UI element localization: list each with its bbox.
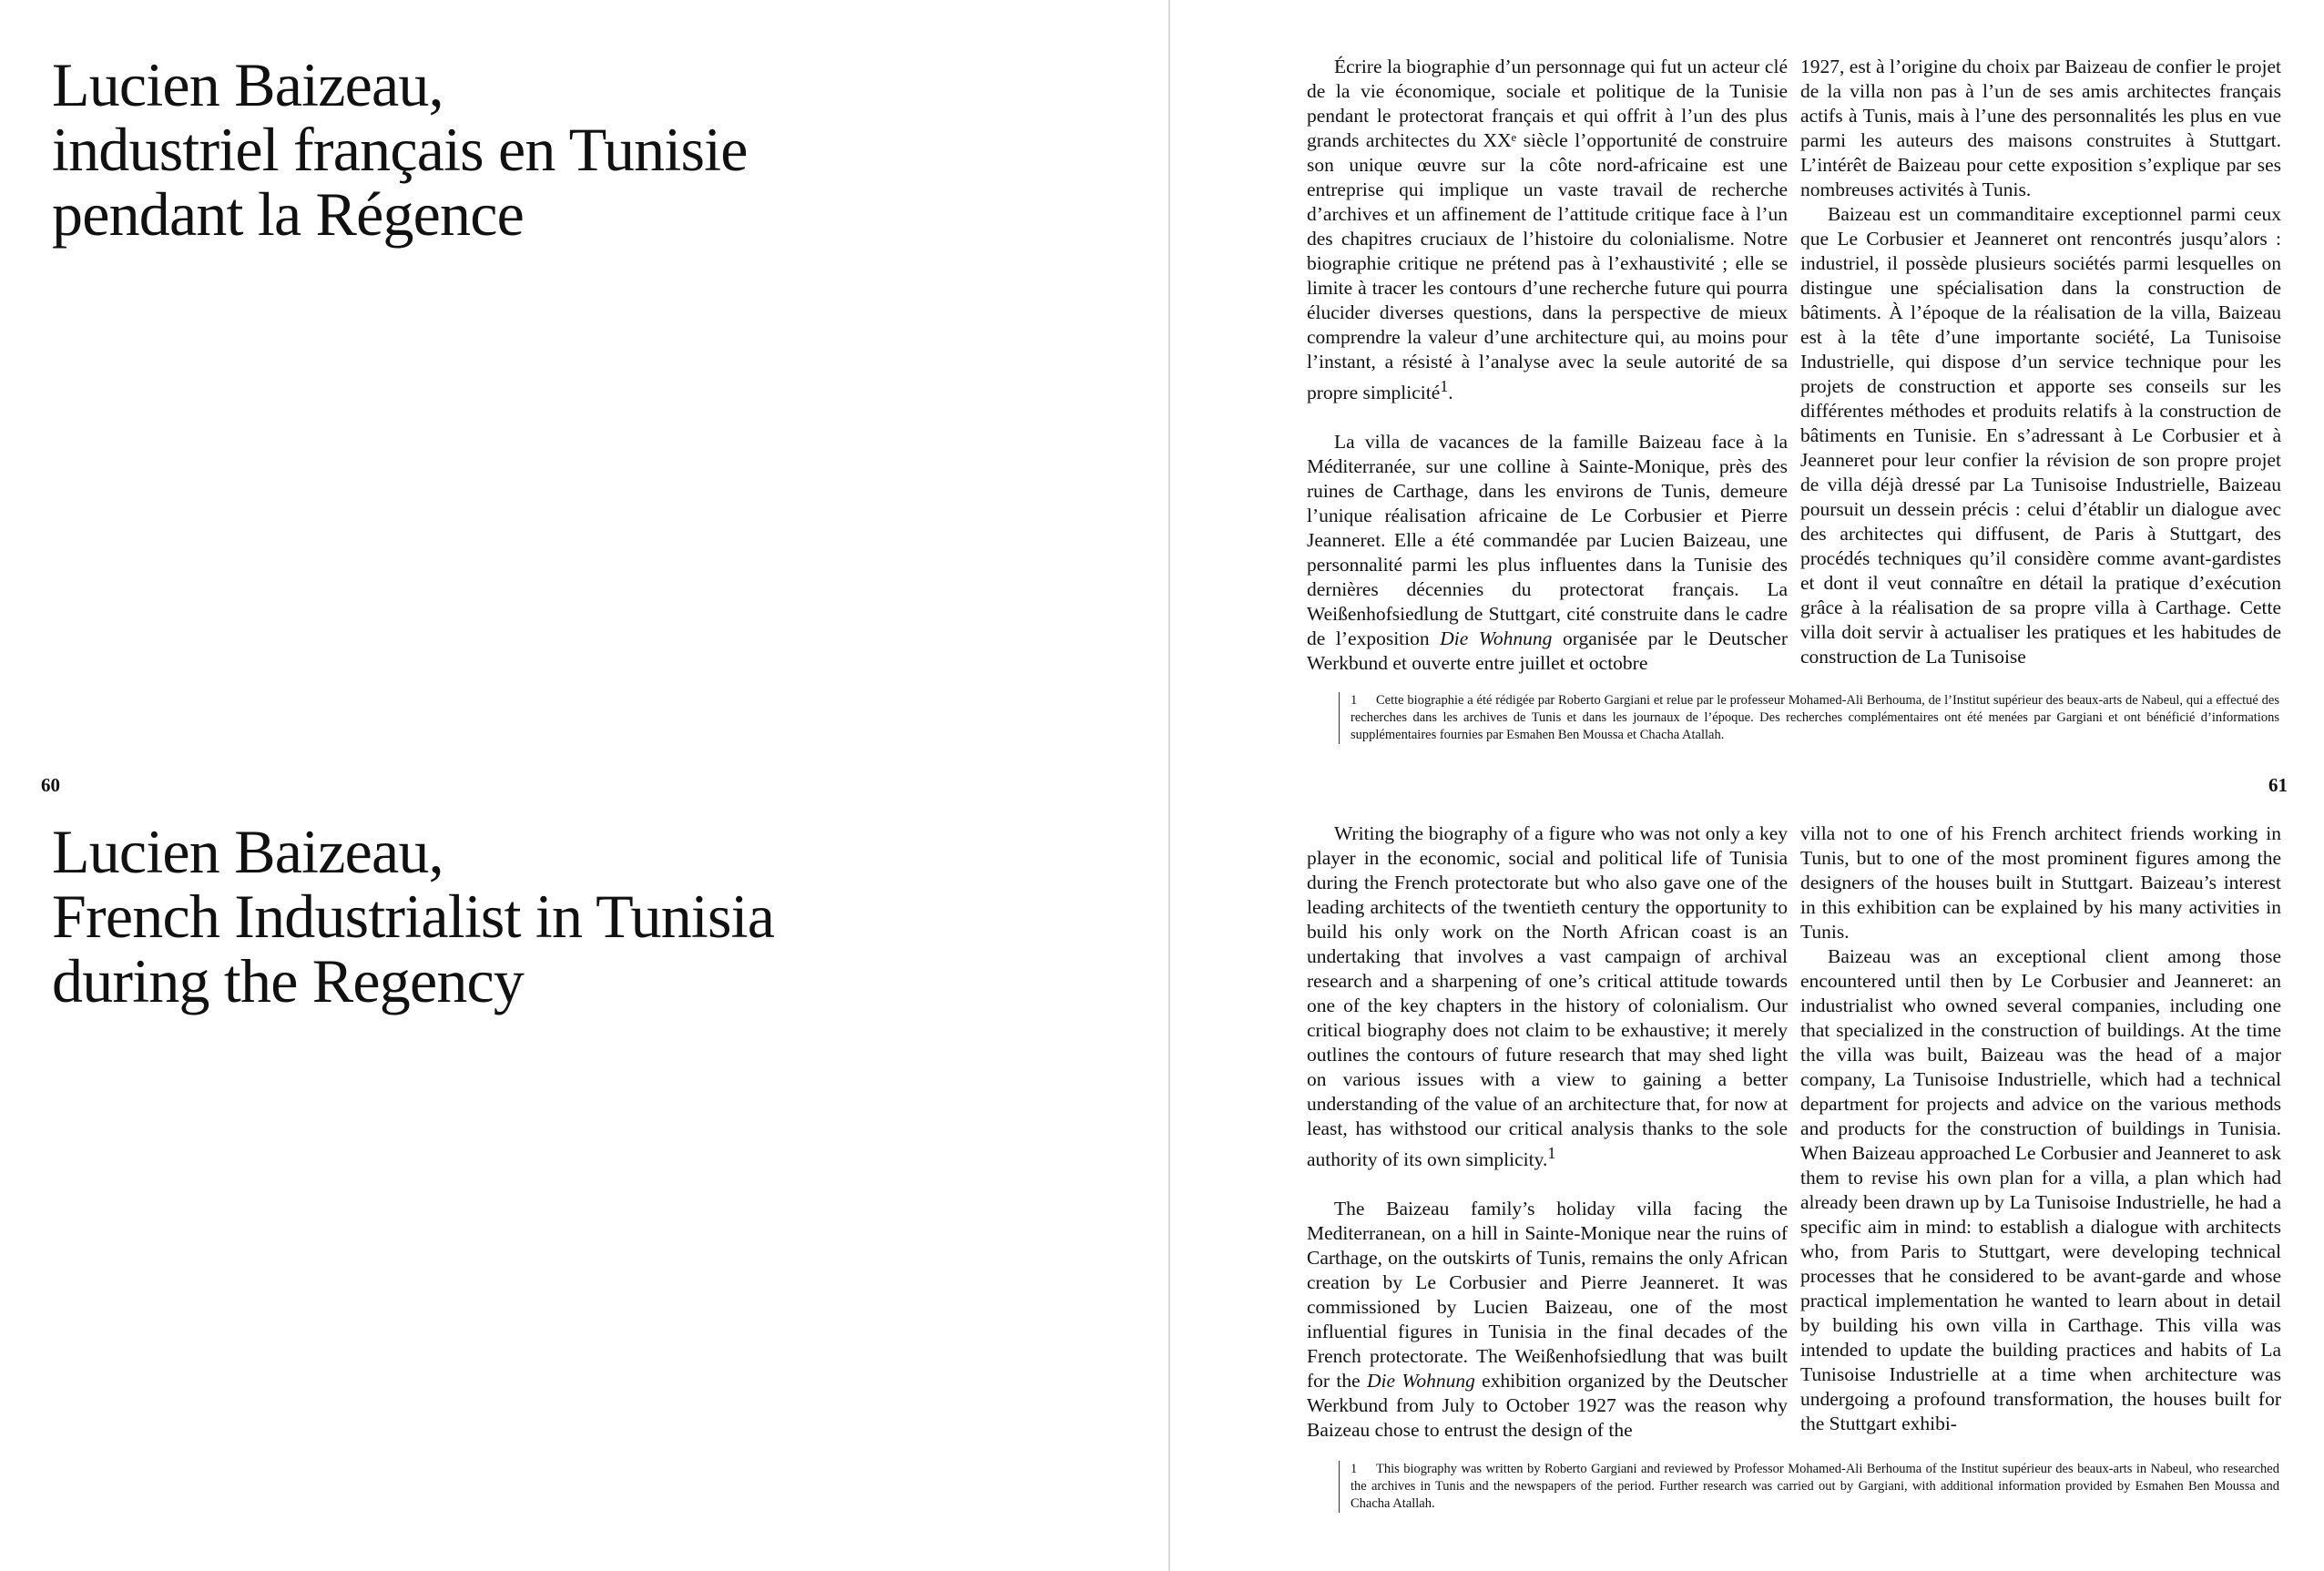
english-paragraph-3: villa not to one of his French architect friends working in Tunis, but to one of the most prominent figures among the designers of the houses built in Stuttgart. Baizeau’s interest in this exhibition can be explained by his many activities in Tunis. — [1800, 822, 2281, 943]
footnote-ref-french: 1 — [1440, 377, 1449, 395]
english-column-1 — [1307, 821, 1788, 1443]
page-number-left: 60 — [41, 774, 60, 796]
right-page — [1170, 0, 2324, 1571]
french-paragraph-3: 1927, est à l’origine du choix par Baizeau de confier le projet de la villa non pas à l’un de ses amis architectes français actifs à Tunis, mais à l’une des personnalités les plus en vue parmi les auteurs des maisons construites à Stuttgart. L’intérêt de Baizeau pour cette exposition s’explique par ses nombreuses activités à Tunis. — [1800, 56, 2281, 200]
english-paragraph-2-italic: Die Wohnung — [1367, 1370, 1475, 1392]
footnote-ref-english: 1 — [1547, 1144, 1556, 1162]
footnote-english-text: This biography was written by Roberto Gargiani and reviewed by Professor Mohamed-Ali Berhouma of the Institut supérieur des beaux-arts in Nabeul, who researched the archives in Tunis and the newspapers of the period. Further research was carried out by Gargiani, with additional information provided by Esmahen Ben Moussa and Chacha Atallah. — [1351, 1462, 2279, 1511]
title-french-line-1: Lucien Baizeau, — [52, 50, 443, 119]
french-column-1 — [1307, 55, 1788, 676]
english-paragraph-4: Baizeau was an exceptional client among those encountered until then by Le Corbusier and Jeanneret: an industrialist who owned several companies, including one that specialized in the construction of buildings. At the time the villa was built, Baizeau was the head of a major company, La Tunisoise Industrielle, which had a technical department for projects and advice on the various methods and products for the construction of buildings in Tunisia. When Baizeau approached Le Corbusier and Jeanneret to ask them to revise his own plan for a villa, a plan which had already been drawn up by La Tunisoise Industrielle, he had a specific aim in mind: to establish a dialogue with architects who, from Paris to Stuttgart, were developing technical processes that he considered to be avant-garde and whose practical implementation he wanted to learn about in detail by building his own villa in Carthage. This villa was intended to update the building practices and habits of La Tunisoise Industrielle at a time when architecture was undergoing a profound transformation, the houses built for the Stuttgart exhibi- — [1800, 945, 2281, 1434]
english-paragraph-1 — [1307, 821, 1788, 1172]
title-french-line-2: industriel français en Tunisie — [52, 115, 748, 184]
french-column-2 — [1800, 55, 2281, 676]
page-number-right: 61 — [2268, 774, 2288, 796]
title-english-line-3: during the Regency — [52, 946, 525, 1015]
french-paragraph-4: Baizeau est un commanditaire exceptionnel parmi ceux que Le Corbusier et Jeanneret ont rencontrés jusqu’alors : industriel, il possède plusieurs sociétés parmi lesquelles on distingue une spécialisation dans la construction de bâtiments. À l’époque de la réalisation de la villa, Baizeau est à la tête d’une importante société, La Tunisoise Industrielle, qui dispose d’un service technique pour les projets de construction et apporte ses conseils sur les différentes méthodes et produits relatifs à la construction de bâtiments en Tunisie. En s’adressant à Le Corbusier et à Jeanneret pour leur confier la révision de son propre projet de villa déjà dressé par La Tunisoise Industrielle, Baizeau poursuit un dessein précis : celui d’établir un dialogue avec des architectes qui diffusent, de Paris à Stuttgart, des procédés techniques qu’il considère comme avant-gardistes et dont il veut connaître en détail la pratique d’exécution grâce à la réalisation de sa propre villa à Carthage. Cette villa doit servir à actualiser les pratiques et les habitudes de construction de La Tunisoise — [1800, 203, 2281, 668]
title-english — [52, 817, 775, 1015]
french-paragraph-1 — [1307, 55, 1788, 405]
french-paragraph-2-text-a: La villa de vacances de la famille Baizeau face à la Méditerranée, sur une colline à Sainte-Monique, près des ruines de Carthage, dans les environs de Tunis, demeure l’unique réalisation africaine de Le Corbusier et Pierre Jeanneret. Elle a été commandée par Lucien Baizeau, une personnalité parmi les plus influentes dans la Tunisie des dernières décennies du protectorat français. La Weißenhofsiedlung de Stuttgart, cité construite dans le cadre de l’exposition — [1307, 431, 1788, 650]
footnote-french-number: 1 — [1351, 693, 1358, 708]
french-text-block — [1307, 55, 2281, 676]
footnote-french — [1339, 692, 2279, 744]
title-english-line-2: French Industrialist in Tunisia — [52, 882, 775, 951]
english-paragraph-2-text-b: exhibition organized by the Deutscher Werkbund from July to October 1927 was the reason why Baizeau chose to entrust the design of the — [1307, 1370, 1789, 1442]
french-paragraph-2-text-b: organisée par le Deutscher Werkbund et ouverte entre juillet et octobre — [1307, 627, 1788, 675]
title-french — [52, 50, 748, 249]
french-paragraph-2-italic: Die Wohnung — [1440, 627, 1553, 650]
english-paragraph-1-text: Writing the biography of a figure who was not only a key player in the economic, social and political life of Tunisia during the French protectorate but who also gave one of the leading architects of the twentieth century the opportunity to build his only work on the North African coast is an undertaking that involves a vast campaign of archival research and a sharpening of one’s critical attitude towards one of the key chapters in the history of colonialism. Our critical biography does not claim to be exhaustive; it merely outlines the contours of future research that may shed light on various issues with a view to gaining a better understanding of the value of an architecture that, for now at least, has withstood our critical analysis thanks to the sole authority of its own simplicity. — [1307, 822, 1788, 1171]
footnote-english-number: 1 — [1351, 1462, 1358, 1476]
title-french-line-3: pendant la Régence — [52, 179, 525, 249]
french-paragraph-1-text: Écrire la biographie d’un personnage qui fut un acteur clé de la vie économique, sociale et politique de la Tunisie pendant le protectorat français et qui offrit à l’un des plus grands architectes du XXᵉ siècle l’opportunité de construire son unique œuvre sur la côte nord-africaine est une entreprise qui implique un vaste travail de recherche d’archives et un affinement de l’attitude critique face à l’un des chapitres cruciaux de l’histoire du colonialisme. Notre biographie critique ne prétend pas à l’exhaustivité ; elle se limite à tracer les contours d’une recherche future qui pourra élucider diverses questions, dans la perspective de mieux comprendre la valeur d’une architecture qui, au moins pour l’instant, a résisté à l’analyse avec la seule autorité de sa propre simplicité — [1307, 56, 1788, 404]
title-english-line-1: Lucien Baizeau, — [52, 817, 443, 886]
english-text-block — [1307, 821, 2281, 1443]
french-paragraph-1-end: . — [1448, 382, 1453, 404]
english-paragraph-2 — [1307, 1197, 1788, 1443]
footnote-french-text: Cette biographie a été rédigée par Roberto Gargiani et relue par le professeur Mohamed-Ali Berhouma, de l’Institut supérieur des beaux-arts de Nabeul, qui a effectué des recherches dans les archives de Tunis et dans les journaux de l’époque. Des recherches complémentaires ont été menées par Gargiani et ont bénéficié d’informations supplémentaires fournies par Esmahen Ben Moussa et Chacha Atallah. — [1351, 693, 2279, 742]
english-paragraph-2-text-a: The Baizeau family’s holiday villa facing the Mediterranean, on a hill in Sainte-Monique near the ruins of Carthage, on the outskirts of Tunis, remains the only African creation by Le Corbusier and Pierre Jeanneret. It was commissioned by Lucien Baizeau, one of the most influential figures in Tunisia in the final decades of the French protectorate. The Weißenhofsiedlung that was built for the — [1307, 1198, 1788, 1392]
footnote-english — [1339, 1461, 2279, 1513]
french-paragraph-2 — [1307, 430, 1788, 676]
english-column-2 — [1800, 821, 2281, 1443]
